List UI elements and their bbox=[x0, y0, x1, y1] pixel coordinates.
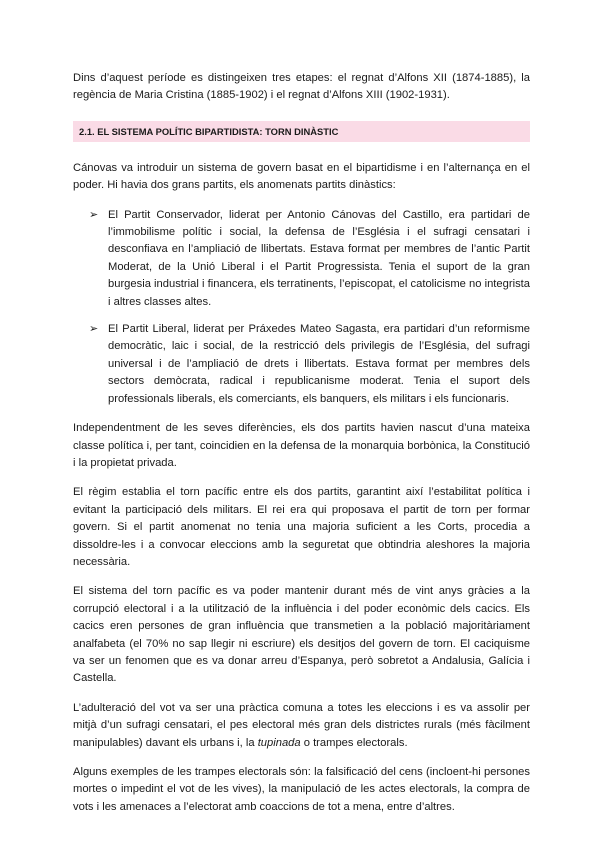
canovas-paragraph: Cánovas va introduir un sistema de govern basat en el bipartidisme i en l’alternança en el poder. Hi havia dos grans partits, els anomenats partits dinàstics: bbox=[73, 161, 530, 192]
list-item bbox=[73, 321, 530, 408]
intro-paragraph: Dins d’aquest període es distingeixen tres etapes: el regnat d’Alfons XII (1874-1885), la regència de Maria Cristina (1885-1902) i el regnat d’Alfons XIII (1902-1931). bbox=[73, 72, 530, 102]
regime-paragraph: El règim establia el torn pacífic entre els dos partits, garantint així l’estabilitat política i evitant la participació dels militars. El rei era qui proposava el partit de torn per formar govern. Si el partit anomenat no tenia una majoria suficient a les Corts, procedia a dissoldre-les i a convocar eleccions amb la seguretat que obtindria aleshores la majoria necessària. bbox=[73, 486, 530, 568]
examples-paragraph: Alguns exemples de les trampes electorals són: la falsificació del cens (incloent-hi persones mortes o impedint el vot de les vives), la manipulació de les actes electorals, la compra de vots i les amenaces a l’electorat amb coaccions de tot a mena, entre d’altres. bbox=[73, 766, 530, 813]
tupinada-term: tupinada bbox=[257, 736, 301, 749]
arrow-bullet-icon: ➢ bbox=[89, 208, 99, 221]
independent-paragraph: Independentment de les seves diferències, els dos partits havien nascut d’una mateixa classe política i, per tant, coincidien en la defensa de la monarquia borbònica, la Constitució i la propietat privada. bbox=[73, 422, 530, 469]
conservative-party-text: El Partit Conservador, liderat per Antonio Cánovas del Castillo, era partidari de l’immobilisme polític i social, la defensa de l’Església i el sufragi censatari i desconfiava en l’ampliació de llibertats. Estava format per membres de l’antic Partit Moderat, de la Unió Liberal i el Partit Progressista. Tenia el suport de la gran burgesia industrial i financera, els terratinents, l’episcopat, el catolicisme no integrista i altres classes altes. bbox=[108, 208, 530, 308]
list-item bbox=[73, 207, 530, 311]
adulteration-paragraph bbox=[73, 700, 530, 752]
parties-list bbox=[73, 207, 530, 408]
adulteration-text-end: o trampes electorals. bbox=[300, 736, 408, 749]
adulteration-text-start: L’adulteració del vot va ser una pràctica comuna a totes les eleccions i es va assolir per mitjà d’un sufragi censatari, el pes electoral més gran dels districtes rurals (més fàcilment manipulables) davant els urbans i, la bbox=[73, 701, 530, 749]
arrow-bullet-icon: ➢ bbox=[89, 323, 99, 336]
section-heading: 2.1. EL SISTEMA POLÍTIC BIPARTIDISTA: TORN DINÀSTIC bbox=[73, 121, 530, 142]
liberal-party-text: El Partit Liberal, liderat per Práxedes Mateo Sagasta, era partidari d’un reformisme democràtic, laic i social, de la restricció dels privilegis de l’Església, del sufragi universal i de l’ampliació de drets i llibertats. Estava format per membres dels sectors demòcrata, radical i republicanisme moderat. Tenia el suport dels professionals liberals, els comerciants, els banquers, els militars i els funcionaris. bbox=[108, 323, 530, 405]
system-paragraph: El sistema del torn pacífic es va poder mantenir durant més de vint anys gràcies a la corrupció electoral i a la utilització de la influència i del poder econòmic dels cacics. Els cacics eren persones de gran influència que transmetien a la població majoritàriament analfabeta (el 70% no sap llegir ni escriure) els desitjos del govern de torn. El caciquisme va ser un fenomen que es va donar arreu d’Espanya, però sobretot a Andalusia, Galícia i Castella. bbox=[73, 585, 530, 685]
